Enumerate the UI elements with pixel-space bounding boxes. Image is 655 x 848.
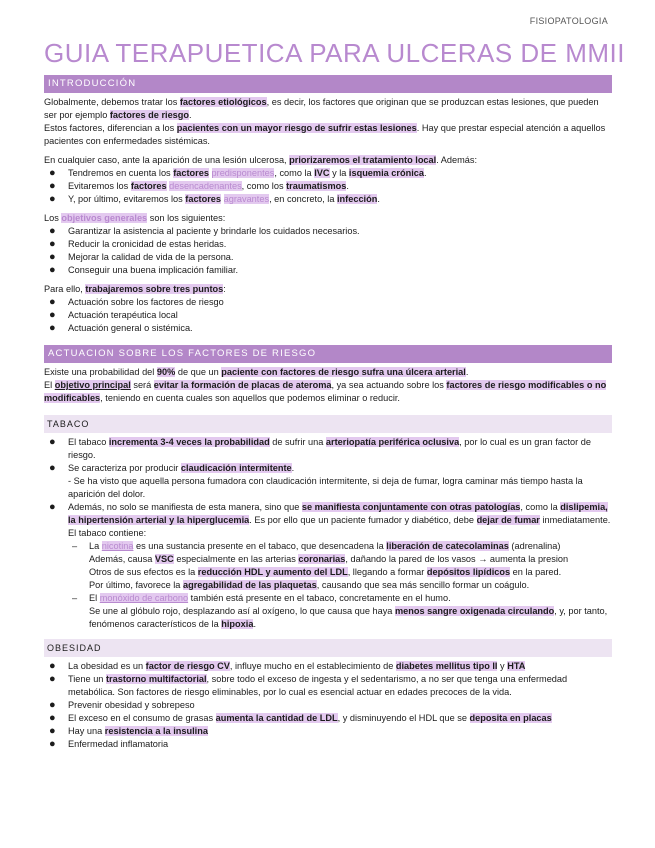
list-item: ● El exceso en el consumo de grasas aumenta la cantidad de LDL, y disminuyendo el HDL que se deposita en placas — [49, 712, 552, 724]
paragraph: El objetivo principal será evitar la formación de placas de ateroma, ya sea actuando sobre los factores de riesgo modificables o no modificables, teniendo en cuenta cuales son aquellos que podemos eliminar o reducir. — [44, 380, 607, 403]
bullet-dot-icon: ● — [49, 436, 56, 448]
dash-icon: – — [72, 593, 78, 603]
obesidad-list — [44, 660, 612, 751]
note: - Se ha visto que aquella persona fumadora con claudicación intermitente, si deja de fumar, logra caminar más tiempo hasta la aparición del dolor. — [68, 476, 583, 499]
list-item: ● Además, no solo se manifiesta de esta manera, sino que se manifiesta conjuntamente con otras patologías, como la dislipemia, la hipertensión arterial y la hiperglucemia. Es por ello que un paciente fumador y diabético, debe dejar de fumar inmediatamente. El tabaco contiene: — [49, 501, 611, 538]
bullet-dot-icon: ● — [49, 167, 56, 179]
section-heading-introduccion: INTRODUCCIÓN — [44, 75, 612, 93]
bullet-dot-icon: ● — [49, 296, 56, 308]
bullet-dot-icon: ● — [49, 225, 56, 237]
list-item: ● Y, por último, evitaremos los factores agravantes, en concreto, la infección. — [49, 193, 380, 205]
list-item: ● Conseguir una buena implicación familiar. — [49, 264, 239, 276]
list-item: ● Hay una resistencia a la insulina — [49, 725, 208, 737]
bullet-dot-icon: ● — [49, 673, 56, 685]
bullet-dot-icon: ● — [49, 699, 56, 711]
paragraph: Existe una probabilidad del 90% de que un paciente con factores de riesgo sufra una úlcera arterial. — [44, 367, 469, 377]
list-item: ● Garantizar la asistencia al paciente y brindarle los cuidados necesarios. — [49, 225, 360, 237]
section-heading-actuacion: ACTUACION SOBRE LOS FACTORES DE RIESGO — [44, 345, 612, 363]
list-item: ● Reducir la cronicidad de estas heridas. — [49, 238, 227, 250]
bullet-list — [44, 167, 612, 206]
list-item-nicotina: – La nicotina es una sustancia presente en el tabaco, que desencadena la liberación de catecolaminas (adrenalina) Además, causa VSC especialmente en las arterias coronarias, dañando la pared de los vasos → aumenta la presion Otros de sus efectos es la reducción HDL y aumento del LDL, llegando a formar depósitos lipídicos en la pared. Por último, favorece la agregabilidad de las plaquetas, causando que sea más sencillo formar un coágulo. — [72, 541, 569, 590]
paragraph: Estos factores, diferencian a los pacientes con un mayor riesgo de sufrir estas lesiones. Hay que prestar especial atención a aquellos pacientes con enfermedades sistémicas. — [44, 123, 606, 146]
objetivos-list — [44, 225, 612, 277]
page-title: GUIA TERAPUETICA PARA ULCERAS DE MMII — [44, 38, 626, 68]
bullet-dot-icon: ● — [49, 251, 56, 263]
bullet-dot-icon: ● — [49, 264, 56, 276]
sustancias-list — [44, 540, 612, 631]
list-item: ● Enfermedad inflamatoria — [49, 738, 169, 750]
paragraph: Globalmente, debemos tratar los factores etiológicos, es decir, los factores que originan que se produzcan estas lesiones, que pueden ser por ejemplo factores de riesgo. — [44, 97, 599, 120]
bullet-dot-icon: ● — [49, 309, 56, 321]
paragraph: Los objetivos generales son los siguientes: — [44, 213, 226, 223]
bullet-dot-icon: ● — [49, 712, 56, 724]
list-item: ● Actuación terapéutica local — [49, 309, 178, 321]
list-item: ● Se caracteriza por producir claudicación intermitente. - Se ha visto que aquella persona fumadora con claudicación intermitente, si deja de fumar, logra caminar más tiempo hasta la aparición del dolor. — [49, 462, 583, 499]
tabaco-list — [44, 436, 612, 540]
list-item-monoxido: – El monóxido de carbono también está presente en el tabaco, concretamente en el humo. Se une al glóbulo rojo, desplazando así al oxígeno, lo que causa que haya menos sangre oxigenada circulando, y, por tanto, fenómenos característicos de la hipoxia. — [72, 593, 608, 629]
bullet-dot-icon: ● — [49, 501, 56, 513]
bullet-dot-icon: ● — [49, 738, 56, 750]
list-item: ● Actuación sobre los factores de riesgo — [49, 296, 224, 308]
bullet-dot-icon: ● — [49, 725, 56, 737]
list-item: ● Tendremos en cuenta los factores predisponentes, como la IVC y la isquemia crónica. — [49, 167, 427, 179]
bullet-dot-icon: ● — [49, 180, 56, 192]
bullet-dot-icon: ● — [49, 238, 56, 250]
bullet-dot-icon: ● — [49, 322, 56, 334]
list-item: ● El tabaco incrementa 3-4 veces la probabilidad de sufrir una arteriopatía periférica oclusiva, por lo cual es un gran factor de riesgo. — [49, 436, 591, 460]
list-item: ● Actuación general o sistémica. — [49, 322, 193, 334]
paragraph: En cualquier caso, ante la aparición de una lesión ulcerosa, priorizaremos el tratamiento local. Además: — [44, 155, 478, 165]
list-item: ● La obesidad es un factor de riesgo CV, influye mucho en el establecimiento de diabetes mellitus tipo II y HTA — [49, 660, 526, 672]
list-item: ● Tiene un trastorno multifactorial, sobre todo el exceso de ingesta y el sedentarismo, a no ser que tenga una enfermedad metabólica. Son factores de riesgo eliminables, por lo cual es esencial actuar en edades precoces de la vida. — [49, 673, 568, 697]
document-body — [44, 75, 612, 751]
bullet-dot-icon: ● — [49, 193, 56, 205]
subsection-heading-tabaco: TABACO — [44, 415, 612, 433]
list-item: ● Prevenir obesidad y sobrepeso — [49, 699, 195, 711]
bullet-dot-icon: ● — [49, 660, 56, 672]
paragraph: Para ello, trabajaremos sobre tres puntos: — [44, 284, 226, 294]
list-item: ● Mejorar la calidad de vida de la persona. — [49, 251, 234, 263]
puntos-list — [44, 296, 612, 335]
bullet-dot-icon: ● — [49, 462, 56, 474]
subject-label: FISIOPATOLOGIA — [529, 16, 608, 26]
subsection-heading-obesidad: OBESIDAD — [44, 639, 612, 657]
dash-icon: – — [72, 541, 78, 551]
list-item: ● Evitaremos los factores desencadenantes, como los traumatismos. — [49, 180, 349, 192]
